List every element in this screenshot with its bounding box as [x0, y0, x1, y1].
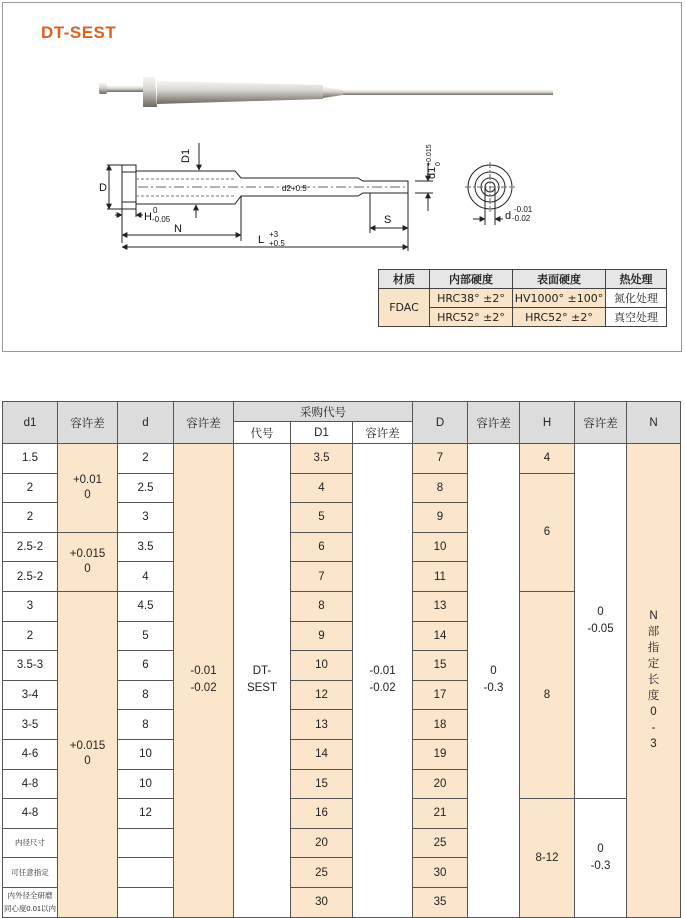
dim-d-tol-bot: -0.02 — [512, 214, 531, 223]
d1-cell: 2 — [3, 473, 58, 503]
internal-hardness-value: HRC52° ±2° — [430, 308, 513, 327]
dim-H-label: H — [144, 211, 152, 223]
header-d1: d1 — [3, 402, 58, 444]
heat-treatment-value: 真空处理 — [606, 308, 667, 327]
header-code: 代号 — [234, 422, 291, 444]
dim-L-tol-bot: +0.5 — [269, 239, 285, 248]
heat-treatment-header: 热处理 — [606, 270, 667, 289]
d1-cell: 2.5-2 — [3, 562, 58, 592]
dim-L-label: L — [258, 234, 265, 246]
D-cell: 14 — [413, 621, 468, 651]
d1-cell: 2.5-2 — [3, 532, 58, 562]
dim-d-label: d — [505, 210, 512, 222]
dim-d1-tol-top: +0.015 — [426, 144, 433, 166]
spec-table — [2, 401, 681, 918]
header-H-tol: 容许差 — [575, 402, 627, 444]
material-table — [378, 269, 667, 327]
d-cell: 5 — [118, 621, 174, 651]
D1-cell: 20 — [291, 828, 353, 858]
D-cell: 30 — [413, 858, 468, 888]
internal-hardness-value: HRC38° ±2° — [430, 289, 513, 308]
code-cell: DT- SEST — [234, 444, 291, 918]
dim-D1-label: D1 — [180, 148, 192, 163]
dim-d1-tol-bot: 0 — [435, 162, 442, 166]
D-cell: 8 — [413, 473, 468, 503]
drawing-panel — [2, 2, 682, 352]
d-cell: 4.5 — [118, 591, 174, 621]
header-d1-tol: 容许差 — [58, 402, 118, 444]
d1-cell: 2 — [3, 621, 58, 651]
d-cell: 2 — [118, 444, 174, 474]
d-cell: 8 — [118, 710, 174, 740]
D1-cell: 3.5 — [291, 444, 353, 474]
D1-cell: 25 — [291, 858, 353, 888]
d1-cell: 1.5 — [3, 444, 58, 474]
d-cell — [118, 828, 174, 858]
D-cell: 13 — [413, 591, 468, 621]
d1-note-line: 内外径全研磨 — [7, 890, 53, 900]
D1-cell: 13 — [291, 710, 353, 740]
d-cell: 10 — [118, 739, 174, 769]
dim-d-tol-top: -0.01 — [514, 205, 533, 214]
heat-treatment-value: 氮化处理 — [606, 289, 667, 308]
dim-L-tol-top: +3 — [269, 230, 279, 239]
d1-cell: 3-5 — [3, 710, 58, 740]
ejector-pin-photo — [99, 77, 553, 107]
D1-cell: 15 — [291, 769, 353, 799]
header-H: H — [520, 402, 575, 444]
D-cell: 18 — [413, 710, 468, 740]
D-cell: 21 — [413, 799, 468, 829]
H-cell: 4 — [520, 444, 575, 474]
material-header: 材质 — [379, 270, 430, 289]
D1-cell: 30 — [291, 887, 353, 917]
D-cell: 35 — [413, 887, 468, 917]
D1-cell: 9 — [291, 621, 353, 651]
D1-cell: 5 — [291, 503, 353, 533]
d1-cell: 4-8 — [3, 769, 58, 799]
H-tol-cell: 0 -0.05 — [575, 444, 627, 799]
D1-tol-cell: -0.01 -0.02 — [353, 444, 413, 918]
d-cell: 2.5 — [118, 473, 174, 503]
D1-cell: 4 — [291, 473, 353, 503]
D-cell: 11 — [413, 562, 468, 592]
d1-cell: 4-8 — [3, 799, 58, 829]
surface-hardness-header: 表面硬度 — [513, 270, 606, 289]
H-tol-cell: 0 -0.3 — [575, 799, 627, 917]
d-cell: 4 — [118, 562, 174, 592]
dim-H-tol-top: 0 — [153, 206, 158, 215]
d-cell: 12 — [118, 799, 174, 829]
internal-hardness-header: 内部硬度 — [430, 270, 513, 289]
d-cell — [118, 887, 174, 917]
dim-N-label: N — [174, 223, 182, 235]
D1-cell: 8 — [291, 591, 353, 621]
D-cell: 7 — [413, 444, 468, 474]
d1-note-line: 内径尺寸 — [15, 838, 45, 848]
dim-d1-label: d1 — [426, 166, 438, 179]
D1-cell: 10 — [291, 651, 353, 681]
d-cell: 3 — [118, 503, 174, 533]
N-note-cell: N 部 指 定 长 度 0 - 3 — [627, 444, 681, 918]
d1-tol-cell: +0.01 0 — [58, 444, 118, 533]
D-tol-cell: 0 -0.3 — [468, 444, 520, 918]
D1-cell: 16 — [291, 799, 353, 829]
d1-note-cell — [3, 887, 58, 917]
d1-note-cell — [3, 828, 58, 858]
D1-cell: 7 — [291, 562, 353, 592]
D-cell: 25 — [413, 828, 468, 858]
material-value: FDAC — [379, 289, 430, 327]
d-cell — [118, 858, 174, 888]
d-tol-cell: -0.01 -0.02 — [174, 444, 234, 918]
d-cell: 8 — [118, 680, 174, 710]
header-D1: D1 — [291, 422, 353, 444]
dim-d2-label: d2+0.5 — [282, 184, 307, 193]
D1-cell: 14 — [291, 739, 353, 769]
header-N: N — [627, 402, 681, 444]
D-cell: 17 — [413, 680, 468, 710]
d1-note-line: 可任意指定 — [11, 867, 49, 877]
header-d-tol: 容许差 — [174, 402, 234, 444]
D-cell: 15 — [413, 651, 468, 681]
surface-hardness-value: HV1000° ±100° — [513, 289, 606, 308]
d-cell: 3.5 — [118, 532, 174, 562]
D-cell: 10 — [413, 532, 468, 562]
header-d: d — [118, 402, 174, 444]
dim-D-label: D — [99, 182, 107, 194]
D-cell: 9 — [413, 503, 468, 533]
d1-cell: 3.5-3 — [3, 651, 58, 681]
H-cell: 6 — [520, 473, 575, 591]
d-cell: 10 — [118, 769, 174, 799]
d1-tol-cell: +0.015 0 — [58, 532, 118, 591]
D-cell: 19 — [413, 739, 468, 769]
D1-cell: 12 — [291, 680, 353, 710]
header-D: D — [413, 402, 468, 444]
d1-cell: 3-4 — [3, 680, 58, 710]
d-cell: 6 — [118, 651, 174, 681]
header-D-tol: 容许差 — [468, 402, 520, 444]
d1-note-cell — [3, 858, 58, 888]
surface-hardness-value: HRC52° ±2° — [513, 308, 606, 327]
header-purchase-code: 采购代号 — [234, 402, 413, 422]
d1-tol-cell: +0.015 0 — [58, 591, 118, 917]
d1-cell: 3 — [3, 591, 58, 621]
dim-H-tol: -0.05 — [152, 215, 171, 224]
d1-cell: 4-6 — [3, 739, 58, 769]
H-cell: 8 — [520, 591, 575, 798]
page-title: DT-SEST — [41, 23, 117, 42]
d1-cell: 2 — [3, 503, 58, 533]
d1-note-line: 同心度0.01以内 — [3, 904, 57, 914]
D-cell: 20 — [413, 769, 468, 799]
D1-cell: 6 — [291, 532, 353, 562]
header-D1-tol: 容许差 — [353, 422, 413, 444]
dim-S-label: S — [384, 214, 392, 226]
H-cell: 8-12 — [520, 799, 575, 917]
